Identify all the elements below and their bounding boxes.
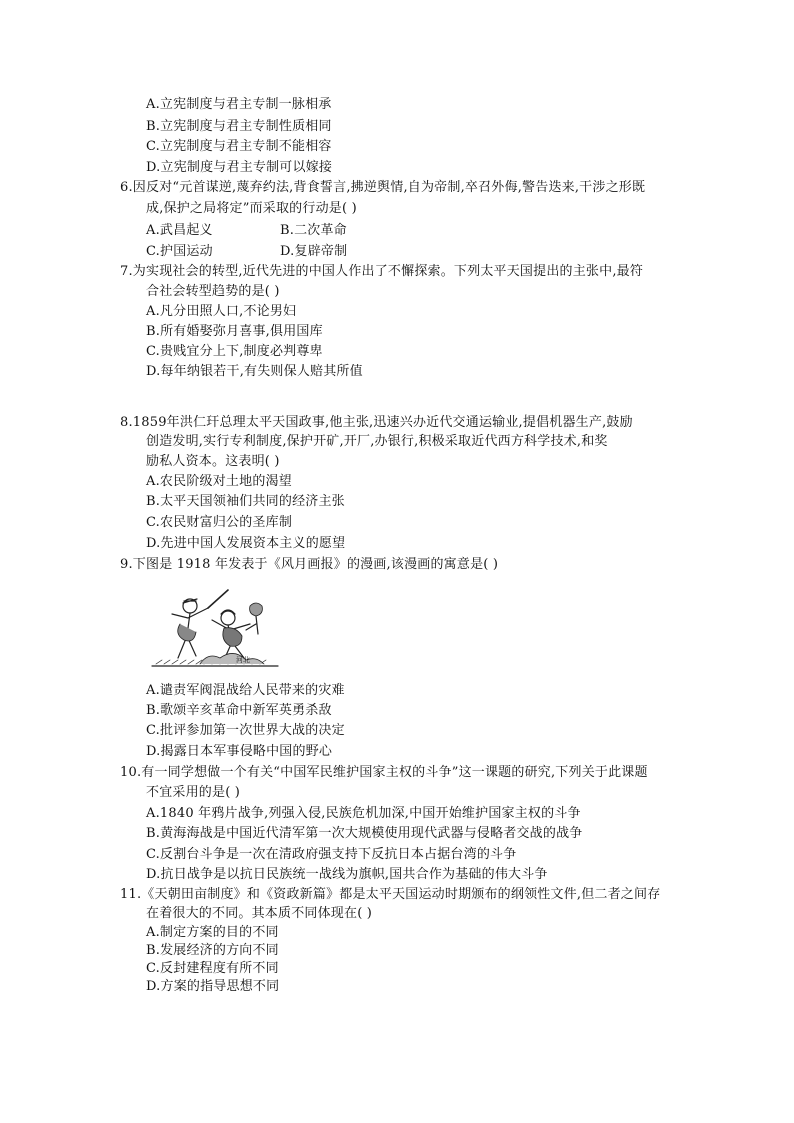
q11-option-b: B.发展经济的方向不同: [146, 943, 279, 958]
q6-option-b: B.二次革命: [280, 223, 347, 238]
q11-stem-line2: 在着很大的不同。其本质不同体现在( ): [146, 906, 373, 921]
q11-option-a: A.制定方案的目的不同: [146, 925, 279, 940]
q10-option-b: B.黄海海战是中国近代清军第一次大规模使用现代武器与侵略者交战的战争: [146, 826, 583, 841]
q7-stem-line1: 7.为实现社会的转型,近代先进的中国人作出了不懈探索。下列太平天国提出的主张中,最符: [120, 264, 644, 279]
q9-option-c: C.批评参加第一次世界大战的决定: [146, 723, 345, 738]
q5-option-a: A.立宪制度与君主专制一脉相承: [146, 97, 332, 112]
q6-option-c: C.护国运动: [146, 244, 213, 259]
q6-stem-line1: 6.因反对“元首谋逆,蔑弃约法,背食誓言,拂逆舆情,自为帝制,卒召外侮,警告迭来,干涉之形既: [120, 180, 646, 195]
q8-option-b: B.太平天国领袖们共同的经济主张: [146, 494, 345, 509]
q7-option-c: C.贵贱宜分上下,制度必判尊卑: [146, 344, 323, 359]
q11-option-c: C.反封建程度有所不同: [146, 961, 279, 976]
q8-stem-line1: 8.1859年洪仁玕总理太平天国政事,他主张,迅速兴办近代交通运输业,提倡机器生产,鼓励: [120, 415, 633, 430]
q5-option-d: D.立宪制度与君主专制可以嫁接: [146, 160, 333, 175]
q7-option-b: B.所有婚娶弥月喜事,俱用国库: [146, 324, 323, 339]
q9-option-d: D.揭露日本军事侵略中国的野心: [146, 744, 333, 759]
q9-stem: 9.下图是 1918 年发表于《风月画报》的漫画,该漫画的寓意是( ): [120, 557, 499, 572]
q8-option-a: A.农民阶级对土地的渴望: [146, 474, 292, 489]
q9-option-a: A.谴责军阀混战给人民带来的灾难: [146, 683, 345, 698]
q10-option-a: A.1840 年鸦片战争,列强入侵,民族危机加深,中国开始维护国家主权的斗争: [146, 806, 581, 821]
q9-option-b: B.歌颂辛亥革命中新军英勇杀敌: [146, 703, 332, 718]
q6-stem-line2: 成,保护之局将定”而采取的行动是( ): [146, 201, 357, 216]
q10-option-d: D.抗日战争是以抗日民族统一战线为旗帜,国共合作为基础的伟大斗争: [146, 867, 548, 882]
q5-option-c: C.立宪制度与君主专制不能相容: [146, 139, 332, 154]
q7-option-d: D.每年纳银若干,有失则保人赔其所值: [146, 364, 363, 379]
q10-option-c: C.反割台斗争是一次在清政府强支持下反抗日本占据台湾的斗争: [146, 847, 517, 862]
q10-stem-line1: 10.有一同学想做一个有关“中国军民维护国家主权的斗争”这一课题的研究,下列关于此课题: [120, 765, 648, 780]
q8-option-d: D.先进中国人发展资本主义的愿望: [146, 536, 346, 551]
q8-option-c: C.农民财富归公的圣库制: [146, 515, 293, 530]
q11-stem-line1: 11.《天朝田亩制度》和《资政新篇》都是太平天国运动时期颁布的纲领性文件,但二者之间存: [120, 887, 661, 902]
q5-option-b: B.立宪制度与君主专制性质相同: [146, 119, 332, 134]
q10-stem-line2: 不宜采用的是( ): [146, 785, 241, 800]
q8-stem-line2: 创造发明,实行专利制度,保护开矿,开厂,办银行,积极采取近代西方科学技术,和奖: [146, 434, 608, 449]
q7-stem-line2: 合社会转型趋势的是( ): [146, 284, 280, 299]
cartoon-caption: 河北: [236, 656, 250, 664]
q6-option-d: D.复辟帝制: [280, 244, 348, 259]
q7-option-a: A.凡分田照人口,不论男妇: [146, 304, 297, 319]
q8-stem-line3: 励私人资本。这表明( ): [146, 454, 280, 469]
q11-option-d: D.方案的指导思想不同: [146, 979, 280, 994]
q6-option-a: A.武昌起义: [146, 223, 213, 238]
cartoon-illustration: [150, 584, 280, 674]
